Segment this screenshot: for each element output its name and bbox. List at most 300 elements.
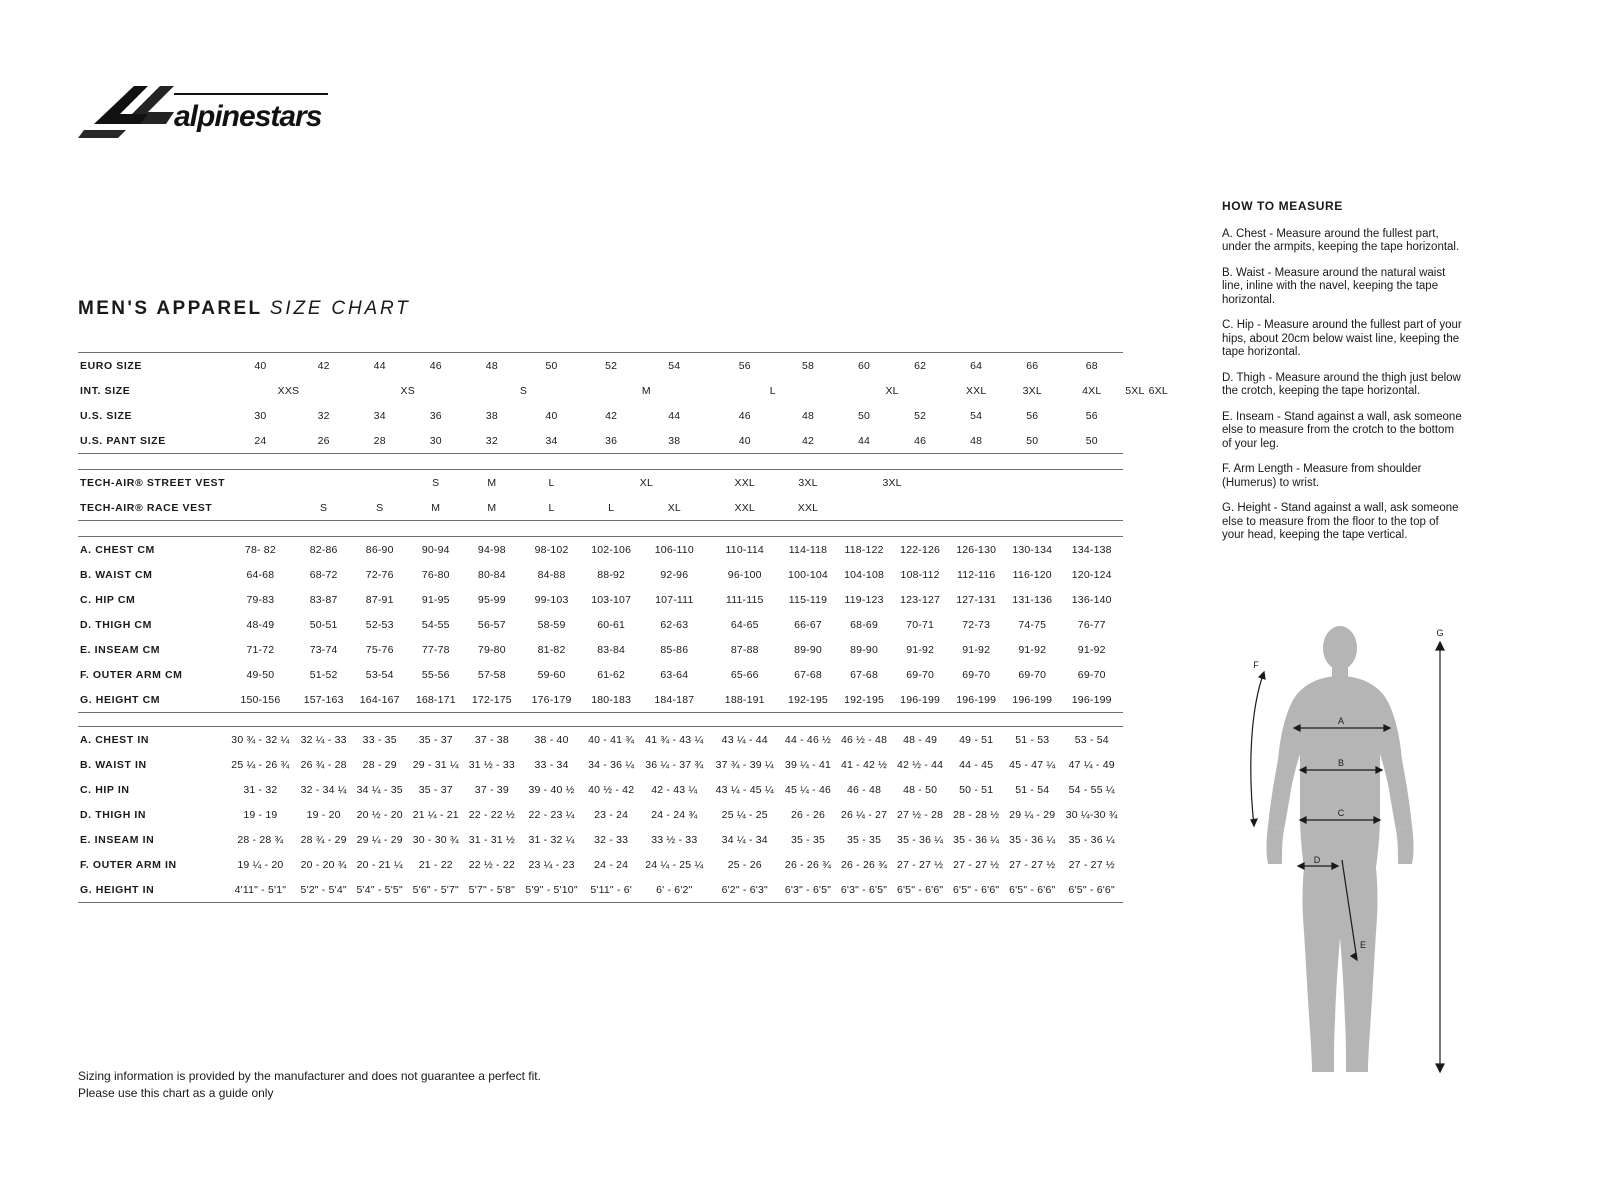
cell-c-hip-in-9: 45 ¼ - 46 xyxy=(784,783,832,796)
cell-g-height-in-9: 6'3" - 6'5" xyxy=(780,877,836,903)
figure-label-b: B xyxy=(1337,758,1345,768)
cell-g-height-cm-14: 196-199 xyxy=(1060,687,1123,713)
row-label-us-pant-size: U.S. PANT SIZE xyxy=(78,428,225,454)
cell-b-waist-cm-8: 96-100 xyxy=(727,568,762,581)
cell-euro-size-1: 42 xyxy=(296,353,352,379)
cell-d-thigh-in-3: 21 ¼ - 21 xyxy=(412,808,459,821)
cell-g-height-cm-8: 188-191 xyxy=(710,687,780,713)
figure-label-f: F xyxy=(1253,660,1259,670)
cell-a-chest-cm-12: 126-130 xyxy=(948,537,1004,563)
cell-c-hip-in-5: 39 - 40 ½ xyxy=(528,783,575,796)
cell-b-waist-cm-3: 76-80 xyxy=(421,568,450,581)
cell-d-thigh-cm-5: 58-59 xyxy=(537,618,566,631)
cell-b-waist-cm-11: 108-112 xyxy=(900,568,940,581)
cell-c-hip-cm-14: 136-140 xyxy=(1071,593,1112,606)
cell-c-hip-in-10: 46 - 48 xyxy=(847,783,882,796)
cell-us-size-0: 30 xyxy=(254,409,267,422)
cell-d-thigh-cm-9: 66-67 xyxy=(794,618,822,631)
cell-c-hip-cm-10: 119-123 xyxy=(844,593,884,606)
cell-tech-air-street-vest-2: M xyxy=(464,470,520,496)
cell-g-height-cm-12: 196-199 xyxy=(948,687,1004,713)
cell-b-waist-in-11: 42 ½ - 44 xyxy=(897,758,944,771)
cell-d-thigh-in-6: 23 - 24 xyxy=(594,808,629,821)
cell-g-height-cm-6: 180-183 xyxy=(583,687,639,713)
row-label-g-height-in: G. HEIGHT IN xyxy=(78,877,225,903)
cell-f-outer-arm-cm-10: 67-68 xyxy=(850,668,878,681)
cell-g-height-cm-2: 164-167 xyxy=(352,687,408,713)
page-title-bold: MEN'S APPAREL xyxy=(78,298,263,319)
row-label-a-chest-in: A. CHEST IN xyxy=(78,727,225,753)
cell-us-pant-size-10: 44 xyxy=(836,428,892,454)
cell-b-waist-in-12: 44 - 45 xyxy=(959,758,994,771)
cell-tech-air-street-vest-5: XXL xyxy=(710,470,780,496)
measure-item-thigh: D. Thigh - Measure around the thigh just below the crotch, keeping the tape horizontal. xyxy=(1222,371,1461,397)
row-label-c-hip-in: C. HIP IN xyxy=(80,783,130,796)
table-row xyxy=(78,403,1170,428)
cell-e-inseam-cm-12: 91-92 xyxy=(962,643,991,656)
cell-b-waist-in-13: 45 - 47 ¼ xyxy=(1009,758,1056,771)
cell-a-chest-in-9: 44 - 46 ½ xyxy=(780,727,836,753)
cell-a-chest-in-1: 32 ¼ - 33 xyxy=(296,727,352,753)
cell-b-waist-cm-5: 84-88 xyxy=(537,568,566,581)
cell-g-height-in-6: 5'11" - 6' xyxy=(583,877,639,903)
cell-e-inseam-in-2: 29 ¼ - 29 xyxy=(356,833,403,846)
cell-c-hip-in-14: 54 - 55 ¼ xyxy=(1068,783,1115,796)
cell-e-inseam-cm-8: 87-88 xyxy=(730,643,759,656)
cell-d-thigh-in-9: 26 - 26 xyxy=(790,808,826,821)
cell-f-outer-arm-cm-5: 59-60 xyxy=(537,668,566,681)
cell-a-chest-cm-7: 106-110 xyxy=(639,537,709,563)
cell-int-size-10: 6XL xyxy=(1148,384,1168,397)
cell-g-height-in-14: 6'5" - 6'6" xyxy=(1060,877,1123,903)
cell-a-chest-in-14: 53 - 54 xyxy=(1060,727,1123,753)
cell-b-waist-cm-1: 68-72 xyxy=(309,568,338,581)
cell-int-size-8: 4XL xyxy=(1082,384,1102,397)
cell-f-outer-arm-cm-6: 61-62 xyxy=(597,668,626,681)
table-row xyxy=(78,777,1170,802)
cell-g-height-cm-13: 196-199 xyxy=(1004,687,1060,713)
cell-b-waist-cm-6: 88-92 xyxy=(597,568,626,581)
row-label-d-thigh-cm: D. THIGH CM xyxy=(80,618,152,631)
table-row xyxy=(78,537,1170,563)
cell-a-chest-cm-3: 90-94 xyxy=(408,537,464,563)
cell-f-outer-arm-in-10: 26 - 26 ¾ xyxy=(840,858,888,871)
cell-c-hip-cm-13: 131-136 xyxy=(1012,593,1053,606)
cell-c-hip-in-7: 42 - 43 ¼ xyxy=(651,783,698,796)
cell-b-waist-cm-4: 80-84 xyxy=(477,568,506,581)
cell-a-chest-in-4: 37 - 38 xyxy=(464,727,520,753)
cell-g-height-in-3: 5'6" - 5'7" xyxy=(408,877,464,903)
cell-int-size-2: S xyxy=(519,384,528,397)
cell-f-outer-arm-in-13: 27 - 27 ½ xyxy=(1009,858,1056,871)
measure-item-waist: B. Waist - Measure around the natural waist line, inline with the navel, keeping the tape horizontal. xyxy=(1222,266,1446,306)
cell-f-outer-arm-in-11: 27 - 27 ½ xyxy=(897,858,944,871)
measure-item-chest: A. Chest - Measure around the fullest part, under the armpits, keeping the tape horizontal. xyxy=(1222,227,1460,253)
row-label-tech-air-race-vest: TECH-AIR® RACE VEST xyxy=(78,495,225,521)
cell-d-thigh-cm-13: 74-75 xyxy=(1018,618,1047,631)
cell-euro-size-12: 64 xyxy=(948,353,1004,379)
cell-b-waist-cm-10: 104-108 xyxy=(844,568,885,581)
row-label-g-height-cm: G. HEIGHT CM xyxy=(78,687,225,713)
cell-f-outer-arm-cm-2: 53-54 xyxy=(365,668,394,681)
cell-e-inseam-cm-2: 75-76 xyxy=(365,643,394,656)
cell-e-inseam-in-10: 35 - 35 xyxy=(847,833,882,846)
cell-us-pant-size-12: 48 xyxy=(948,428,1004,454)
cell-b-waist-in-7: 36 ¼ - 37 ¾ xyxy=(645,758,704,771)
cell-us-pant-size-14: 50 xyxy=(1060,428,1123,454)
cell-e-inseam-cm-13: 91-92 xyxy=(1018,643,1047,656)
cell-c-hip-in-12: 50 - 51 xyxy=(959,783,994,796)
cell-f-outer-arm-in-3: 21 - 22 xyxy=(418,858,453,871)
table-row xyxy=(78,587,1170,612)
cell-tech-air-race-vest-3: M xyxy=(408,495,464,521)
cell-g-height-in-1: 5'2" - 5'4" xyxy=(296,877,352,903)
cell-us-pant-size-8: 40 xyxy=(710,428,780,454)
table-row xyxy=(78,802,1170,827)
cell-a-chest-cm-5: 98-102 xyxy=(520,537,583,563)
row-label-int-size: INT. SIZE xyxy=(80,384,131,397)
row-spacer xyxy=(78,454,1170,470)
cell-c-hip-cm-11: 123-127 xyxy=(900,593,941,606)
cell-d-thigh-in-7: 24 - 24 ¾ xyxy=(651,808,698,821)
cell-b-waist-in-2: 28 - 29 xyxy=(362,758,397,771)
cell-g-height-in-7: 6' - 6'2" xyxy=(639,877,709,903)
cell-g-height-cm-11: 196-199 xyxy=(892,687,948,713)
cell-c-hip-cm-3: 91-95 xyxy=(421,593,450,606)
cell-g-height-cm-10: 192-195 xyxy=(836,687,892,713)
cell-euro-size-0: 40 xyxy=(225,353,295,379)
svg-text:alpinestars: alpinestars xyxy=(174,100,322,133)
cell-e-inseam-in-12: 35 - 36 ¼ xyxy=(953,833,1000,846)
cell-f-outer-arm-in-5: 23 ¼ - 23 xyxy=(528,858,575,871)
cell-b-waist-in-0: 25 ¼ - 26 ¾ xyxy=(231,758,290,771)
cell-us-size-13: 56 xyxy=(1026,409,1039,422)
table-row xyxy=(78,562,1170,587)
cell-b-waist-cm-0: 64-68 xyxy=(246,568,275,581)
cell-d-thigh-in-4: 22 - 22 ½ xyxy=(468,808,515,821)
how-to-measure-heading: HOW TO MEASURE xyxy=(1222,199,1343,213)
cell-g-height-cm-7: 184-187 xyxy=(639,687,709,713)
how-to-measure-panel xyxy=(1222,200,1462,555)
cell-int-size-9: 5XL xyxy=(1125,384,1145,397)
cell-g-height-cm-3: 168-171 xyxy=(408,687,464,713)
cell-f-outer-arm-cm-13: 69-70 xyxy=(1018,668,1047,681)
cell-d-thigh-cm-4: 56-57 xyxy=(477,618,506,631)
cell-f-outer-arm-cm-12: 69-70 xyxy=(962,668,991,681)
table-row xyxy=(78,687,1170,713)
cell-c-hip-in-1: 32 - 34 ¼ xyxy=(300,783,347,796)
footer-disclaimer xyxy=(78,1068,541,1102)
cell-a-chest-in-6: 40 - 41 ¾ xyxy=(583,727,639,753)
cell-b-waist-in-5: 33 - 34 xyxy=(534,758,569,771)
cell-e-inseam-in-14: 35 - 36 ¼ xyxy=(1068,833,1115,846)
cell-b-waist-in-1: 26 ¾ - 28 xyxy=(300,758,347,771)
cell-e-inseam-cm-4: 79-80 xyxy=(477,643,506,656)
cell-euro-size-6: 52 xyxy=(583,353,639,379)
cell-a-chest-in-7: 41 ¾ - 43 ¼ xyxy=(639,727,709,753)
cell-f-outer-arm-in-9: 26 - 26 ¾ xyxy=(784,858,832,871)
cell-us-pant-size-3: 30 xyxy=(408,428,464,454)
table-row xyxy=(78,470,1170,496)
cell-c-hip-cm-0: 79-83 xyxy=(246,593,275,606)
cell-euro-size-10: 60 xyxy=(836,353,892,379)
cell-f-outer-arm-cm-4: 57-58 xyxy=(477,668,506,681)
figure-label-c: C xyxy=(1337,808,1345,818)
row-spacer xyxy=(78,713,1170,727)
cell-b-waist-in-6: 34 - 36 ¼ xyxy=(588,758,635,771)
table-row xyxy=(78,353,1170,379)
cell-b-waist-cm-7: 92-96 xyxy=(660,568,689,581)
cell-d-thigh-cm-10: 68-69 xyxy=(850,618,878,631)
cell-d-thigh-cm-0: 48-49 xyxy=(246,618,275,631)
figure-label-a: A xyxy=(1337,716,1345,726)
cell-f-outer-arm-cm-8: 65-66 xyxy=(730,668,759,681)
cell-c-hip-in-0: 31 - 32 xyxy=(243,783,278,796)
cell-euro-size-9: 58 xyxy=(780,353,836,379)
cell-e-inseam-cm-7: 85-86 xyxy=(660,643,689,656)
cell-us-pant-size-1: 26 xyxy=(296,428,352,454)
cell-int-size-3: M xyxy=(641,384,651,397)
cell-d-thigh-cm-2: 52-53 xyxy=(365,618,394,631)
cell-d-thigh-in-11: 27 ½ - 28 xyxy=(897,808,944,821)
cell-c-hip-cm-4: 95-99 xyxy=(477,593,506,606)
cell-a-chest-cm-14: 134-138 xyxy=(1060,537,1123,563)
cell-a-chest-cm-2: 86-90 xyxy=(352,537,408,563)
cell-a-chest-cm-10: 118-122 xyxy=(836,537,892,563)
cell-e-inseam-in-8: 34 ¼ - 34 xyxy=(721,833,768,846)
row-label-e-inseam-cm: E. INSEAM CM xyxy=(80,643,161,656)
cell-euro-size-8: 56 xyxy=(710,353,780,379)
cell-tech-air-race-vest-0 xyxy=(225,495,295,521)
cell-d-thigh-in-8: 25 ¼ - 25 xyxy=(721,808,768,821)
cell-g-height-in-11: 6'5" - 6'6" xyxy=(892,877,948,903)
cell-int-size-1: XS xyxy=(400,384,415,397)
cell-tech-air-race-vest-1: S xyxy=(296,495,352,521)
row-label-us-size: U.S. SIZE xyxy=(80,409,133,422)
cell-us-pant-size-13: 50 xyxy=(1004,428,1060,454)
cell-us-size-11: 52 xyxy=(914,409,927,422)
cell-tech-air-race-vest-10 xyxy=(836,495,1123,521)
cell-a-chest-in-5: 38 - 40 xyxy=(520,727,583,753)
cell-tech-air-street-vest-0 xyxy=(225,470,408,496)
cell-f-outer-arm-in-6: 24 - 24 xyxy=(594,858,629,871)
cell-euro-size-11: 62 xyxy=(892,353,948,379)
cell-d-thigh-in-0: 19 - 19 xyxy=(243,808,278,821)
table-row xyxy=(78,752,1170,777)
cell-b-waist-cm-13: 116-120 xyxy=(1012,568,1052,581)
row-label-e-inseam-in: E. INSEAM IN xyxy=(80,833,155,846)
cell-tech-air-race-vest-4: M xyxy=(464,495,520,521)
cell-g-height-cm-0: 150-156 xyxy=(225,687,295,713)
cell-g-height-in-0: 4'11" - 5'1" xyxy=(225,877,295,903)
cell-a-chest-cm-4: 94-98 xyxy=(464,537,520,563)
cell-us-size-8: 46 xyxy=(738,409,751,422)
figure-label-g: G xyxy=(1436,628,1444,638)
cell-g-height-in-8: 6'2" - 6'3" xyxy=(710,877,780,903)
row-label-f-outer-arm-cm: F. OUTER ARM CM xyxy=(80,668,183,681)
table-row xyxy=(78,877,1170,903)
cell-c-hip-in-2: 34 ¼ - 35 xyxy=(356,783,403,796)
cell-f-outer-arm-cm-14: 69-70 xyxy=(1077,668,1106,681)
cell-us-size-9: 48 xyxy=(801,409,815,422)
cell-c-hip-cm-9: 115-119 xyxy=(788,593,828,606)
cell-c-hip-in-3: 35 - 37 xyxy=(418,783,453,796)
cell-f-outer-arm-cm-0: 49-50 xyxy=(246,668,275,681)
cell-a-chest-in-12: 49 - 51 xyxy=(948,727,1004,753)
cell-d-thigh-cm-7: 62-63 xyxy=(660,618,689,631)
cell-e-inseam-in-9: 35 - 35 xyxy=(790,833,826,846)
measure-item-arm: F. Arm Length - Measure from shoulder (Humerus) to wrist. xyxy=(1222,463,1422,489)
cell-us-size-12: 54 xyxy=(970,409,983,422)
cell-c-hip-in-11: 48 - 50 xyxy=(903,783,938,796)
cell-g-height-in-2: 5'4" - 5'5" xyxy=(352,877,408,903)
cell-g-height-cm-1: 157-163 xyxy=(296,687,352,713)
cell-g-height-in-13: 6'5" - 6'6" xyxy=(1004,877,1060,903)
row-label-b-waist-in: B. WAIST IN xyxy=(80,758,147,771)
cell-d-thigh-cm-3: 54-55 xyxy=(421,618,450,631)
cell-us-pant-size-7: 38 xyxy=(639,428,709,454)
cell-euro-size-5: 50 xyxy=(520,353,583,379)
cell-tech-air-street-vest-3: L xyxy=(520,470,583,496)
figure-label-e: E xyxy=(1359,940,1367,950)
cell-a-chest-cm-1: 82-86 xyxy=(296,537,352,563)
cell-f-outer-arm-in-2: 20 - 21 ¼ xyxy=(356,858,403,871)
cell-a-chest-cm-9: 114-118 xyxy=(780,537,836,563)
body-silhouette xyxy=(1267,626,1414,1072)
cell-e-inseam-in-4: 31 - 31 ½ xyxy=(468,833,515,846)
cell-tech-air-race-vest-8: XXL xyxy=(710,495,780,521)
cell-d-thigh-in-12: 28 - 28 ½ xyxy=(953,808,1000,821)
cell-int-size-0: XXS xyxy=(277,384,300,397)
cell-c-hip-cm-7: 107-111 xyxy=(655,593,694,606)
figure-label-d: D xyxy=(1313,855,1321,865)
cell-f-outer-arm-cm-1: 51-52 xyxy=(309,668,338,681)
cell-us-pant-size-0: 24 xyxy=(225,428,295,454)
cell-int-size-7: 3XL xyxy=(1022,384,1042,397)
cell-a-chest-cm-13: 130-134 xyxy=(1004,537,1060,563)
cell-c-hip-cm-1: 83-87 xyxy=(309,593,338,606)
cell-tech-air-street-vest-8 xyxy=(948,470,1123,496)
cell-f-outer-arm-in-7: 24 ¼ - 25 ¼ xyxy=(645,858,704,871)
cell-tech-air-street-vest-6: 3XL xyxy=(780,470,836,496)
cell-d-thigh-in-10: 26 ¼ - 27 xyxy=(840,808,888,821)
row-label-b-waist-cm: B. WAIST CM xyxy=(80,568,153,581)
cell-euro-size-3: 46 xyxy=(408,353,464,379)
cell-e-inseam-cm-14: 91-92 xyxy=(1077,643,1106,656)
cell-us-pant-size-11: 46 xyxy=(892,428,948,454)
cell-f-outer-arm-cm-11: 69-70 xyxy=(906,668,935,681)
cell-b-waist-cm-2: 72-76 xyxy=(365,568,394,581)
cell-b-waist-in-4: 31 ½ - 33 xyxy=(468,758,515,771)
table-row xyxy=(78,612,1170,637)
cell-g-height-in-10: 6'3" - 6'5" xyxy=(836,877,892,903)
cell-us-size-14: 56 xyxy=(1085,409,1098,422)
cell-us-size-10: 50 xyxy=(858,409,871,422)
cell-us-size-3: 36 xyxy=(429,409,442,422)
cell-e-inseam-cm-1: 73-74 xyxy=(309,643,338,656)
cell-d-thigh-cm-11: 70-71 xyxy=(906,618,935,631)
cell-e-inseam-cm-6: 83-84 xyxy=(597,643,626,656)
cell-us-size-2: 34 xyxy=(373,409,386,422)
cell-f-outer-arm-in-14: 27 - 27 ½ xyxy=(1068,858,1115,871)
cell-g-height-cm-9: 192-195 xyxy=(780,687,836,713)
cell-b-waist-in-14: 47 ¼ - 49 xyxy=(1068,758,1115,771)
cell-tech-air-race-vest-6: L xyxy=(583,495,639,521)
cell-euro-size-7: 54 xyxy=(639,353,709,379)
cell-us-size-5: 40 xyxy=(545,409,558,422)
cell-a-chest-in-3: 35 - 37 xyxy=(408,727,464,753)
cell-e-inseam-cm-10: 89-90 xyxy=(850,643,878,656)
cell-e-inseam-in-0: 28 - 28 ¾ xyxy=(237,833,284,846)
cell-us-size-7: 44 xyxy=(668,409,681,422)
page-title-light: SIZE CHART xyxy=(269,298,411,319)
cell-e-inseam-cm-11: 91-92 xyxy=(906,643,935,656)
cell-b-waist-cm-12: 112-116 xyxy=(956,568,996,581)
cell-d-thigh-cm-14: 76-77 xyxy=(1077,618,1106,631)
cell-euro-size-2: 44 xyxy=(352,353,408,379)
cell-int-size-4: L xyxy=(769,384,776,397)
measure-item-hip: C. Hip - Measure around the fullest part of your hips, about 20cm below waist line, keeping the tape horizontal. xyxy=(1222,319,1462,358)
footer-line-1: Sizing information is provided by the manufacturer and does not guarantee a perfect fit. xyxy=(78,1069,541,1083)
cell-tech-air-race-vest-9: XXL xyxy=(780,495,836,521)
cell-b-waist-in-8: 37 ¾ - 39 ¼ xyxy=(715,758,774,771)
cell-euro-size-14: 68 xyxy=(1060,353,1123,379)
cell-e-inseam-cm-5: 81-82 xyxy=(537,643,566,656)
cell-f-outer-arm-cm-7: 63-64 xyxy=(660,668,689,681)
cell-a-chest-in-10: 46 ½ - 48 xyxy=(836,727,892,753)
cell-f-outer-arm-cm-3: 55-56 xyxy=(421,668,450,681)
row-label-tech-air-street-vest: TECH-AIR® STREET VEST xyxy=(78,470,225,496)
cell-c-hip-cm-6: 103-107 xyxy=(591,593,632,606)
cell-e-inseam-in-13: 35 - 36 ¼ xyxy=(1009,833,1056,846)
cell-tech-air-race-vest-7: XL xyxy=(639,495,709,521)
cell-c-hip-in-6: 40 ½ - 42 xyxy=(588,783,635,796)
cell-e-inseam-cm-0: 71-72 xyxy=(246,643,275,656)
cell-f-outer-arm-in-12: 27 - 27 ½ xyxy=(953,858,1000,871)
cell-us-size-4: 38 xyxy=(485,409,498,422)
cell-d-thigh-in-1: 19 - 20 xyxy=(306,808,341,821)
cell-a-chest-in-2: 33 - 35 xyxy=(352,727,408,753)
cell-d-thigh-in-5: 22 - 23 ¼ xyxy=(528,808,575,821)
cell-g-height-in-5: 5'9" - 5'10" xyxy=(520,877,583,903)
cell-d-thigh-in-2: 20 ½ - 20 xyxy=(356,808,403,821)
table-row xyxy=(78,827,1170,852)
footer-line-2: Please use this chart as a guide only xyxy=(78,1086,274,1100)
cell-a-chest-in-8: 43 ¼ - 44 xyxy=(710,727,780,753)
table-row xyxy=(78,495,1170,521)
cell-e-inseam-in-3: 30 - 30 ¾ xyxy=(412,833,459,846)
cell-d-thigh-in-14: 30 ¼-30 ¾ xyxy=(1065,808,1118,821)
cell-a-chest-in-13: 51 - 53 xyxy=(1004,727,1060,753)
row-label-c-hip-cm: C. HIP CM xyxy=(80,593,136,606)
cell-tech-air-race-vest-5: L xyxy=(520,495,583,521)
row-label-a-chest-cm: A. CHEST CM xyxy=(78,537,225,563)
cell-d-thigh-in-13: 29 ¼ - 29 xyxy=(1009,808,1056,821)
cell-us-size-1: 32 xyxy=(317,409,330,422)
cell-a-chest-cm-6: 102-106 xyxy=(583,537,639,563)
cell-b-waist-cm-14: 120-124 xyxy=(1071,568,1112,581)
cell-f-outer-arm-in-0: 19 ¼ - 20 xyxy=(237,858,284,871)
cell-e-inseam-cm-3: 77-78 xyxy=(421,643,450,656)
cell-b-waist-cm-9: 100-104 xyxy=(788,568,828,581)
table-row xyxy=(78,637,1170,662)
cell-a-chest-cm-0: 78- 82 xyxy=(225,537,295,563)
cell-f-outer-arm-in-8: 25 - 26 xyxy=(727,858,762,871)
cell-euro-size-4: 48 xyxy=(464,353,520,379)
cell-int-size-5: XL xyxy=(885,384,899,397)
cell-a-chest-in-11: 48 - 49 xyxy=(892,727,948,753)
cell-c-hip-cm-12: 127-131 xyxy=(956,593,997,606)
